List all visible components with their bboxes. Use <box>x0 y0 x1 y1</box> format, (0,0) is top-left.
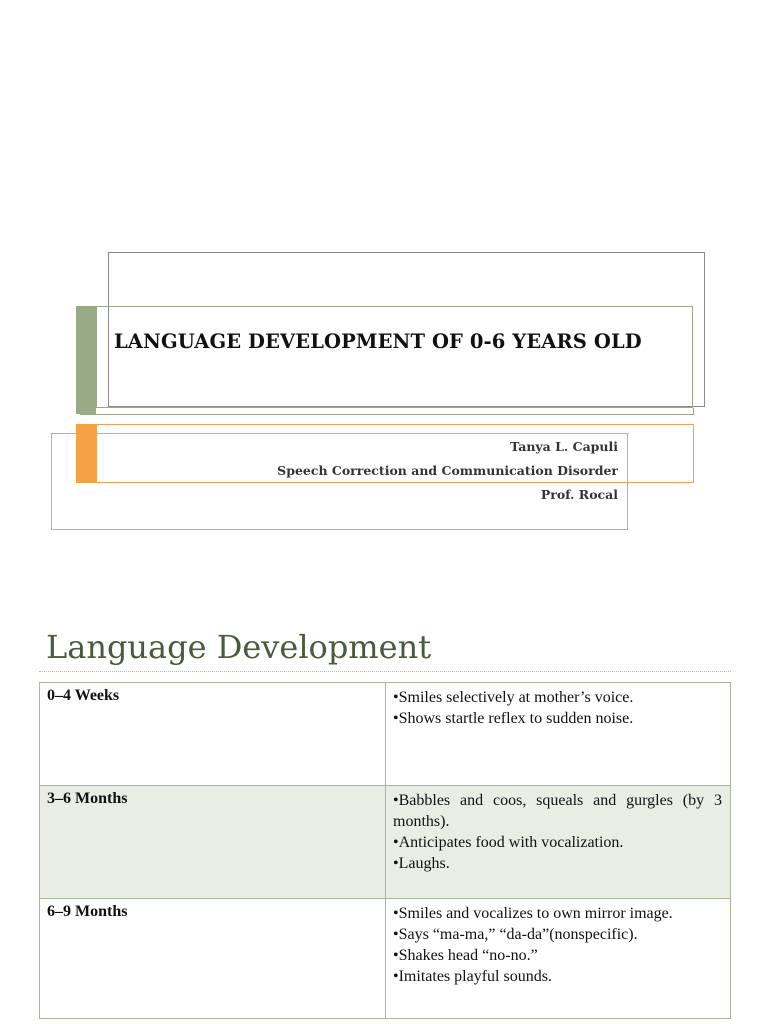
list-item: •Shakes head “no-no.” <box>393 947 538 964</box>
slide-title: LANGUAGE DEVELOPMENT OF 0-6 YEARS OLD <box>114 330 642 353</box>
development-table <box>39 682 731 1019</box>
title-divider <box>39 671 731 672</box>
milestones-cell <box>386 786 731 899</box>
milestones-cell <box>386 899 731 1019</box>
list-item: •Babbles and coos, squeals and gurgles (by 3 months). <box>393 792 722 830</box>
age-cell: 6–9 Months <box>40 899 386 1019</box>
table-row <box>40 899 731 1019</box>
list-item: •Anticipates food with vocalization. <box>393 834 624 851</box>
table-row <box>40 786 731 899</box>
course-name: Speech Correction and Communication Disorder <box>277 463 618 478</box>
list-item: •Smiles selectively at mother’s voice. <box>393 689 634 706</box>
title-box-shadow <box>80 408 694 415</box>
title-box <box>96 306 693 408</box>
milestones-cell <box>386 683 731 786</box>
list-item: •Shows startle reflex to sudden noise. <box>393 710 634 727</box>
list-item: •Imitates playful sounds. <box>393 968 552 985</box>
age-cell: 0–4 Weeks <box>40 683 386 786</box>
professor-name: Prof. Rocal <box>540 487 618 502</box>
green-accent-bar <box>76 306 96 414</box>
table-row <box>40 683 731 786</box>
author-name: Tanya L. Capuli <box>510 439 618 454</box>
page-title: Language Development <box>46 628 432 666</box>
list-item: •Smiles and vocalizes to own mirror image. <box>393 905 673 922</box>
list-item: •Laughs. <box>393 855 450 872</box>
list-item: •Says “ma-ma,” “da-da”(nonspecific). <box>393 926 638 943</box>
age-cell: 3–6 Months <box>40 786 386 899</box>
orange-accent-bar <box>76 424 96 483</box>
